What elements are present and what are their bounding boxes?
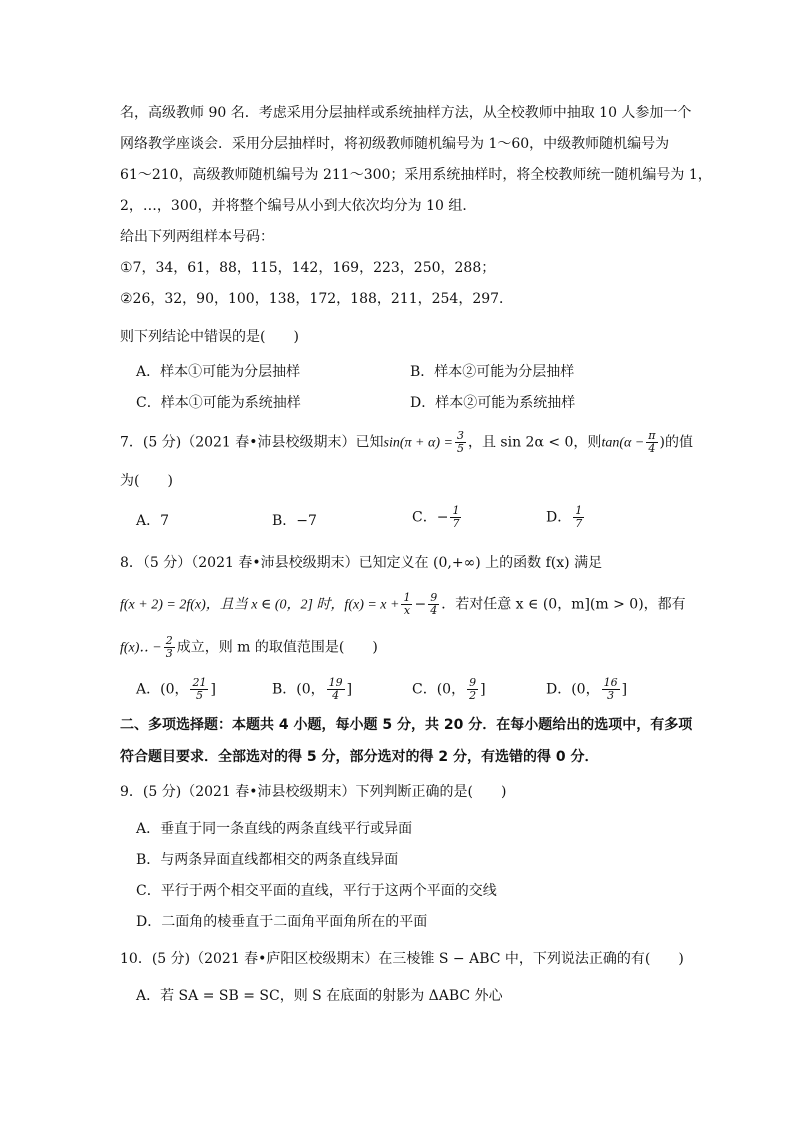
q7-option-d-fraction [573,505,584,530]
q6-text-line-5: 给出下列两组样本号码： [120,229,274,245]
q10-option-a[interactable]: A．若 SA = SB = SC，则 S 在底面的射影为 ΔABC 外心 [136,988,503,1004]
q6-option-d[interactable]: D．样本②可能为系统抽样 [410,395,576,411]
q6-question: 则下列结论中错误的是( ) [120,329,299,345]
q6-text-line-2: 网络教学座谈会．采用分层抽样时，将初级教师随机编号为 1～60，中级教师随机编号为 [120,136,670,152]
q7-option-c-num: 1 [452,504,460,517]
q8-option-a-fraction [190,677,208,702]
q7-option-d[interactable] [546,505,586,530]
q8-frac-2-num: 9 [430,591,438,604]
q7-option-d-num: 1 [575,504,583,517]
q6-text-line-4: 2，…，300，并将整个编号从小到大依次均分为 10 组． [120,198,477,214]
q8-option-b-close: ] [346,681,353,698]
q7-frac-num: 3 [456,429,464,442]
q8-frac-3-den: 3 [165,647,173,660]
q8-frac-3-num: 2 [165,634,173,647]
q8-option-b-den: 4 [332,689,340,702]
q8-frac-2-den: 4 [430,604,438,617]
q8-option-c-prefix: C．(0， [412,681,466,698]
q9-stem: 9．(5 分)（2021 春•沛县校级期末）下列判断正确的是( ) [120,784,507,800]
q8-option-c-den: 2 [469,689,477,702]
q8-option-c-fraction [467,677,478,702]
section-2-heading-line-1: 二、多项选择题：本题共 4 小题，每小题 5 分，共 20 分．在每小题给出的选项中，有多项 [120,717,693,733]
q8-frac-3 [164,635,175,660]
q7-stem-line-2: 为( ) [120,473,173,489]
q6-sample-2: ②26，32，90，100，138，172，188，211，254，297． [120,291,514,307]
q6-option-b[interactable]: B．样本②可能为分层抽样 [410,364,575,380]
q7-tan-expr: tan(α − [601,435,645,451]
q10-stem: 10．(5 分)（2021 春•庐阳区校级期末）在三棱锥 S − ABC 中，下列说法正确的有( ) [120,951,684,967]
q8-expr-c: ．若对任意 x ∈ (0，m](m > 0)，都有 [441,596,686,613]
q8-frac-2 [428,592,439,617]
q7-tan-fraction [646,430,657,455]
q9-option-a[interactable]: A．垂直于同一条直线的两条直线平行或异面 [136,821,413,837]
q7-tail: )的值 [659,434,693,451]
q8-option-d-fraction [602,677,620,702]
q8-option-d[interactable] [546,677,627,702]
q7-frac-den: 5 [456,442,464,455]
q8-option-a[interactable] [136,677,216,702]
q7-fraction [455,430,466,455]
q8-option-d-close: ] [621,681,628,698]
q8-option-d-num: 16 [603,676,618,689]
q9-option-c[interactable]: C．平行于两个相交平面的直线，平行于这两个平面的交线 [136,883,497,899]
q7-sin-expr: sin(π + α) = [383,435,453,451]
q8-option-a-prefix: A．(0， [136,681,189,698]
q8-option-d-den: 3 [607,689,615,702]
q7-option-a[interactable]: A．7 [136,513,170,529]
q8-option-b-num: 19 [328,676,343,689]
q8-stem-line-2 [120,592,686,617]
q7-option-c[interactable] [412,505,463,530]
q6-text-line-1: 名，高级教师 90 名．考虑采用分层抽样或系统抽样方法，从全校教师中抽取 10 人参加一个 [120,105,692,121]
q9-option-d[interactable]: D．二面角的棱垂直于二面角平面角所在的平面 [136,914,428,930]
q6-option-a[interactable]: A．样本①可能为分层抽样 [136,364,301,380]
q8-frac-1 [401,592,412,617]
q8-option-b[interactable] [272,677,352,702]
q7-option-c-den: 7 [452,517,460,530]
q8-option-b-prefix: B．(0， [272,681,325,698]
q7-prefix: 7．(5 分)（2021 春•沛县校级期末）已知 [120,434,384,451]
q8-minus: − [414,596,427,613]
q7-mid: ，且 sin 2α < 0，则 [467,434,602,451]
q7-option-b[interactable]: B．−7 [272,513,317,529]
q7-stem [120,430,693,455]
q8-frac-1-num: 1 [403,591,411,604]
q7-option-d-prefix: D． [546,509,572,526]
q8-expr-3b: 成立，则 m 的取值范围是( ) [176,639,378,656]
q8-stem-line-1: 8．（5 分）（2021 春•沛县校级期末）已知定义在 (0,+∞) 上的函数 f(x) 满足 [120,555,603,571]
q8-frac-1-den: x [403,604,411,617]
q8-stem-line-3 [120,635,378,660]
q9-option-b[interactable]: B．与两条异面直线都相交的两条直线异面 [136,852,399,868]
q7-option-c-fraction [450,505,461,530]
q8-option-b-fraction [327,677,345,702]
section-2-heading-line-2: 符合题目要求．全部选对的得 5 分，部分选对的得 2 分，有选错的得 0 分． [120,749,599,765]
q8-option-a-num: 21 [192,676,207,689]
q6-option-c[interactable]: C．样本①可能为系统抽样 [136,395,301,411]
q8-option-d-prefix: D．(0， [546,681,600,698]
q8-expr-3a: f(x)‥ − [120,640,162,656]
q8-option-a-den: 5 [195,689,203,702]
q7-tan-den: 4 [648,442,656,455]
q7-tan-num: π [648,429,656,442]
q6-text-line-3: 61～210，高级教师随机编号为 211～300；采用系统抽样时，将全校教师统一随机编号为 1， [120,167,712,183]
q8-option-c[interactable] [412,677,486,702]
q8-option-c-num: 9 [469,676,477,689]
q8-expr-a: f(x + 2) = 2f(x)，且当 x ∈ (0，2] 时，f(x) = x + [120,597,400,613]
q6-sample-1: ①7，34，61，88，115，142，169，223，250，288； [120,260,496,276]
q7-option-d-den: 7 [575,517,583,530]
q8-option-c-close: ] [480,681,486,698]
q7-option-c-prefix: C．− [412,509,449,526]
q8-option-a-close: ] [210,681,216,698]
